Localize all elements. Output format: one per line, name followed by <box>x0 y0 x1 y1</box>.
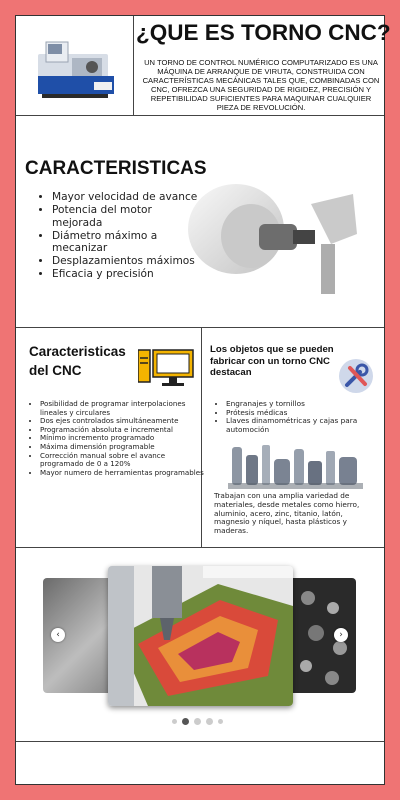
list-item: • Dos ejes controlados simultáneamente <box>40 417 210 426</box>
list-item: • Posibilidad de programar interpolaciones lineales y circulares <box>40 400 210 417</box>
list-item: • Mayor velocidad de avance <box>52 191 202 204</box>
carousel-dot[interactable] <box>172 719 177 724</box>
objects-list <box>212 400 396 434</box>
carousel-dot[interactable] <box>218 719 223 724</box>
list-item: • Corrección manual sobre el avance programado de 0 a 120% <box>40 452 210 469</box>
carousel-prev-button[interactable] <box>51 628 65 642</box>
header-section <box>16 16 391 116</box>
list-item: • Potencia del motor mejorada <box>52 204 202 229</box>
machined-parts-image <box>228 441 363 489</box>
cnc-features-list <box>26 400 210 477</box>
list-item: • Prótesis médicas <box>226 409 396 418</box>
carousel-next-button[interactable] <box>334 628 348 642</box>
list-item: • Mayor numero de herramientas programables <box>40 469 210 478</box>
list-item: • Programación absoluta e incremental <box>40 426 210 435</box>
chevron-left-icon: ‹ <box>56 630 60 640</box>
list-item: • Diámetro máximo a mecanizar <box>52 230 202 255</box>
list-item: • Desplazamientos máximos <box>52 255 202 268</box>
lathe-chuck-image <box>181 174 361 304</box>
cnc-machine-image <box>34 32 124 102</box>
objects-heading: Los objetos que se pueden fabricar con un torno CNC destacan <box>210 344 334 378</box>
carousel-dot[interactable] <box>206 718 213 725</box>
features-list <box>34 191 202 281</box>
list-item: • Engranajes y tornillos <box>226 400 396 409</box>
features-heading: CARACTERISTICAS <box>25 158 207 179</box>
computer-icon <box>138 348 194 388</box>
chevron-right-icon: › <box>339 630 343 640</box>
carousel-dot[interactable] <box>194 718 201 725</box>
features-section <box>16 116 384 328</box>
page-title: ¿QUE ES TORNO CNC? <box>136 20 391 45</box>
list-item: • Mínimo incremento programado <box>40 434 210 443</box>
list-item: • Llaves dinamométricas y cajas para automoción <box>226 417 396 434</box>
carousel-dot-active[interactable] <box>182 718 189 725</box>
image-carousel <box>16 536 384 742</box>
poster <box>15 15 391 785</box>
list-item: • Máxima dimensión programable <box>40 443 210 452</box>
materials-text: Trabajan con una amplia variedad de materiales, desde metales como hierro, aluminio, acero, zinc, titanio, latón, magnesio y níquel, hasta plásticos y maderas. <box>214 491 360 536</box>
intro-text: UN TORNO DE CONTROL NUMÉRICO COMPUTARIZADO ES UNA MÁQUINA DE ARRANQUE DE VIRUTA, CONSTRUIDA CON CARACTERÍSTICAS MECÁNICAS TALES QUE, COMBINADAS CON CNC, OFREZCA UNA SEGURIDAD DE RIGIDEZ, PRECISIÓN Y REPETIBILIDAD SUFICIENTES PARA MAQUINAR CUALQUIER PIEZA DE REVOLUCIÓN. <box>142 58 380 112</box>
carousel-slide-active[interactable] <box>108 566 293 706</box>
details-section <box>16 328 384 548</box>
tools-icon <box>338 358 374 394</box>
list-item: • Eficacia y precisión <box>52 268 202 281</box>
cnc-heading: Caracteristicas del CNC <box>29 344 126 378</box>
